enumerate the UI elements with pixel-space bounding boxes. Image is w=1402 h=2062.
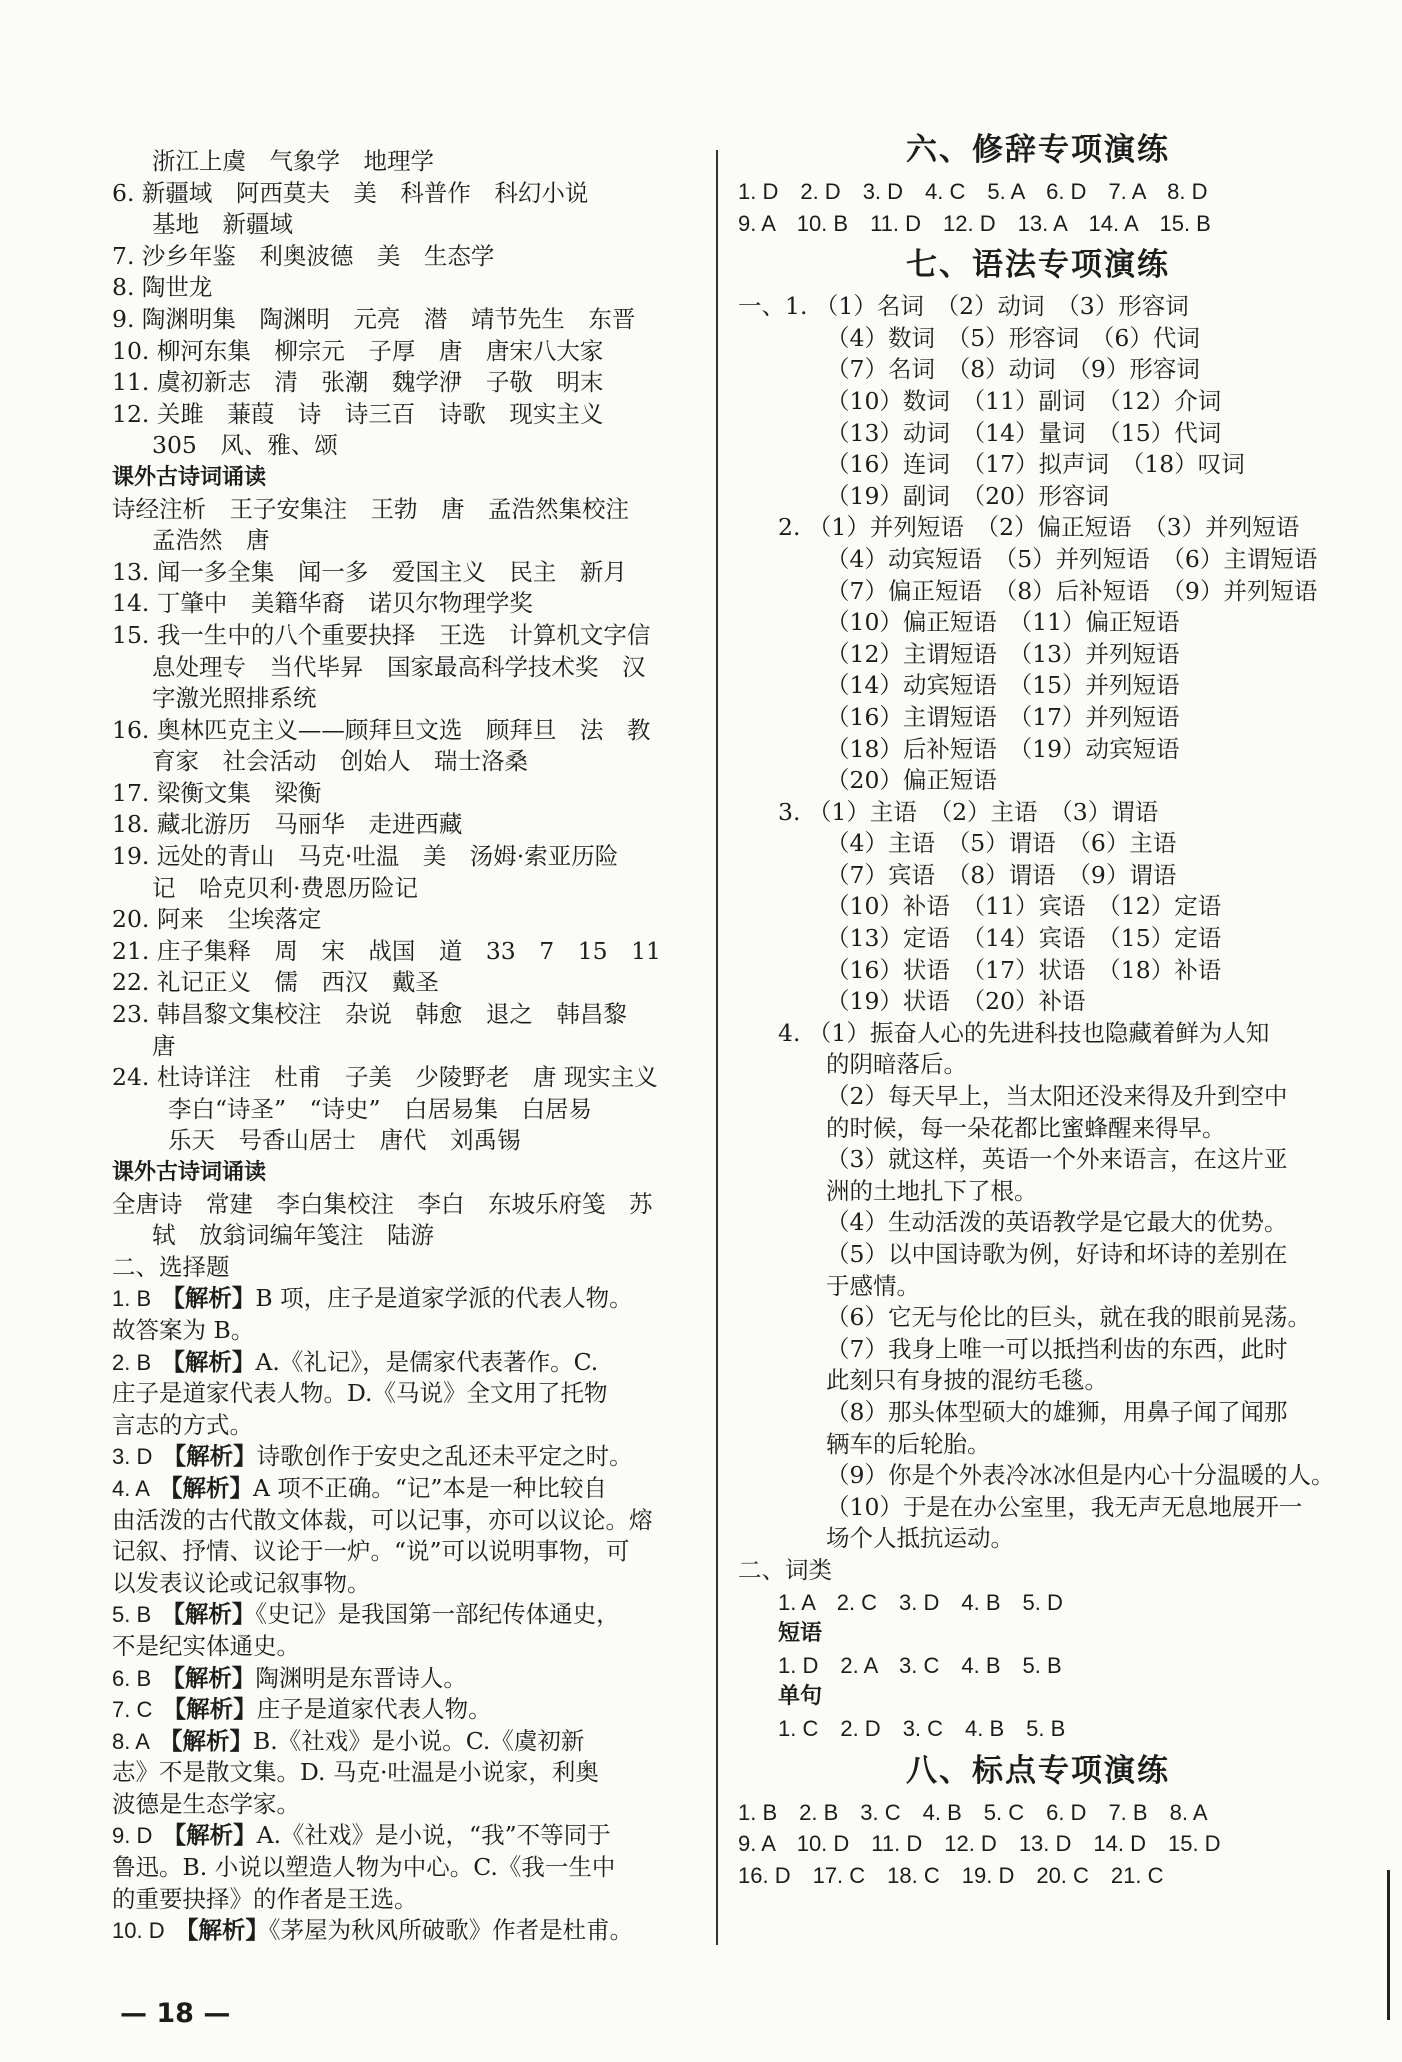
grammar-line: （16）主谓短语 （17）并列短语 [826, 702, 1180, 731]
section-title-punctuation: 八、标点专项演练 [906, 1752, 1170, 1789]
analysis-tag: 【解析】 [173, 1663, 256, 1692]
analysis-text: 《茅屋为秋风所破歌》作者是杜甫。 [268, 1916, 634, 1945]
choice-number: 3. D [112, 1444, 175, 1470]
grammar-line: （6）它无与伦比的巨头，就在我的眼前晃荡。 [826, 1303, 1311, 1332]
answer-line: 7. 沙乡年鉴 利奥波德 美 生态学 [112, 241, 495, 270]
grammar-line: （7）宾语 （8）谓语 （9）谓语 [826, 860, 1177, 889]
left-column [112, 146, 712, 1947]
literature-answers-mid [112, 494, 712, 1157]
analysis-continuation: 的重要抉择》的作者是王选。 [112, 1884, 418, 1913]
analysis-text: 诗歌创作于安史之乱还未平定之时。 [256, 1442, 633, 1471]
duanyu-label: 短语 [778, 1621, 823, 1647]
reading-section-title-2: 课外古诗词诵读 [112, 1160, 267, 1185]
choice-item [112, 1599, 712, 1631]
part2-heading: 二、词类 [738, 1555, 832, 1584]
literature-answers-after [112, 1189, 712, 1252]
analysis-continuation: 记叙、抒情、议论于一炉。“说”可以说明事物，可 [112, 1537, 630, 1566]
section-title-rhetoric: 六、修辞专项演练 [906, 132, 1170, 168]
choice-item [112, 1726, 712, 1758]
answer-line: 12. 关雎 蒹葭 诗 诗三百 诗歌 现实主义 [112, 399, 604, 428]
grammar-line: （4）生动活泼的英语教学是它最大的优势。 [826, 1208, 1288, 1237]
answer-line: 轼 放翁词编年笺注 陆游 [152, 1221, 434, 1250]
answer-line: 23. 韩昌黎文集校注 杂说 韩愈 退之 韩昌黎 [112, 1000, 627, 1029]
grammar-line: （9）你是个外表冷冰冰但是内心十分温暖的人。 [826, 1461, 1335, 1490]
grammar-answers [738, 291, 1338, 1555]
grammar-line: （4）动宾短语 （5）并列短语 （6）主谓短语 [826, 544, 1318, 573]
answer-line: 17. 梁衡文集 梁衡 [112, 778, 322, 807]
grammar-line: （10）偏正短语 （11）偏正短语 [826, 608, 1180, 637]
analysis-continuation: 以发表议论或记叙事物。 [112, 1568, 371, 1597]
grammar-line: （7）名词 （8）动词 （9）形容词 [826, 355, 1200, 384]
choice-number: 1. B [112, 1286, 174, 1312]
danju-answers: 1. C 2. D 3. C 4. B 5. B [778, 1715, 1066, 1741]
right-column [738, 132, 1338, 1891]
rhetoric-answer-line: 9. A 10. B 11. D 12. D 13. A 14. A 15. B [738, 210, 1211, 236]
grammar-line: （4）主语 （5）谓语 （6）主语 [826, 829, 1177, 858]
choice-number: 10. D [112, 1918, 187, 1944]
answer-line: 记 哈克贝利·费恩历险记 [152, 873, 418, 902]
analysis-tag: 【解析】 [174, 1442, 257, 1471]
analysis-tag: 【解析】 [170, 1473, 253, 1502]
punctuation-answer-line: 9. A 10. D 11. D 12. D 13. D 14. D 15. D [738, 1831, 1221, 1857]
rhetoric-answer-line: 1. D 2. D 3. D 4. C 5. A 6. D 7. A 8. D [738, 179, 1208, 204]
answer-line: 305 风、雅、颂 [152, 431, 338, 460]
page-number: — 18 — [120, 1998, 231, 2029]
grammar-line: （19）副词 （20）形容词 [826, 481, 1110, 510]
analysis-text: 陶渊明是东晋诗人。 [255, 1663, 467, 1692]
grammar-line: （4）数词 （5）形容词 （6）代词 [826, 323, 1200, 352]
analysis-tag: 【解析】 [173, 1600, 256, 1629]
choice-number: 2. B [112, 1349, 174, 1375]
section-title-grammar: 七、语法专项演练 [906, 247, 1170, 284]
analysis-tag: 【解析】 [170, 1726, 253, 1755]
danju-label: 单句 [778, 1684, 823, 1710]
analysis-text: A 项不正确。“记”本是一种比较自 [252, 1473, 607, 1502]
grammar-line: 辆车的后轮胎。 [826, 1429, 991, 1458]
answer-line: 基地 新疆域 [152, 210, 293, 239]
grammar-line: （13）动词 （14）量词 （15）代词 [826, 418, 1222, 447]
analysis-text: A.《礼记》，是儒家代表著作。C. [255, 1347, 599, 1376]
answer-line: 6. 新疆域 阿西莫夫 美 科普作 科幻小说 [112, 178, 589, 207]
choice-number: 5. B [112, 1602, 174, 1628]
analysis-continuation: 志》不是散文集。D. 马克·吐温是小说家，利奥 [112, 1758, 599, 1787]
grammar-line: （8）那头体型硕大的雄狮，用鼻子闻了闻那 [826, 1397, 1288, 1426]
analysis-tag: 【解析】 [174, 1695, 257, 1724]
analysis-continuation: 故答案为 B。 [112, 1315, 255, 1344]
analysis-tag: 【解析】 [173, 1284, 256, 1313]
duanyu-answers: 1. D 2. A 3. C 4. B 5. B [778, 1652, 1062, 1678]
answer-line: 16. 奥林匹克主义——顾拜旦文选 顾拜旦 法 教 [112, 715, 651, 744]
grammar-line: （10）于是在办公室里，我无声无息地展开一 [826, 1492, 1303, 1521]
answer-line: 全唐诗 常建 李白集校注 李白 东坡乐府笺 苏 [112, 1189, 653, 1218]
answer-line: 18. 藏北游历 马丽华 走进西藏 [112, 810, 463, 839]
analysis-continuation: 鲁迅。B. 小说以塑造人物为中心。C.《我一生中 [112, 1853, 616, 1882]
answer-line: 浙江上虞 气象学 地理学 [152, 147, 434, 175]
grammar-line: （16）状语 （17）状语 （18）补语 [826, 955, 1222, 984]
choice-item [112, 1441, 712, 1473]
punctuation-answer-line: 16. D 17. C 18. C 19. D 20. C 21. C [738, 1862, 1164, 1888]
analysis-continuation: 波德是生态学家。 [112, 1789, 300, 1818]
rhetoric-answers [738, 176, 1338, 239]
answer-line: 10. 柳河东集 柳宗元 子厚 唐 唐宋八大家 [112, 336, 604, 365]
analysis-continuation: 由活泼的古代散文体裁，可以记事，亦可以议论。熔 [112, 1505, 653, 1534]
grammar-line: （16）连词 （17）拟声词 （18）叹词 [826, 450, 1245, 479]
answer-line: 息处理专 当代毕昇 国家最高科学技术奖 汉 [152, 652, 646, 681]
choice-item [112, 1694, 712, 1726]
grammar-line: （20）偏正短语 [826, 766, 997, 795]
literature-answers-top [112, 146, 712, 462]
analysis-text: A.《社戏》是小说，“我”不等同于 [256, 1821, 611, 1850]
analysis-text: 《史记》是我国第一部纪传体通史， [255, 1600, 620, 1629]
grammar-line: （13）定语 （14）宾语 （15）定语 [826, 924, 1222, 953]
grammar-line: 一、1. （1）名词 （2）动词 （3）形容词 [738, 292, 1189, 321]
reading-section-title-1: 课外古诗词诵读 [112, 464, 267, 490]
answer-line: 字激光照排系统 [152, 684, 317, 713]
answer-line: 19. 远处的青山 马克·吐温 美 汤姆·索亚历险 [112, 842, 619, 871]
choice-number: 7. C [112, 1697, 175, 1723]
grammar-line: 于感情。 [826, 1271, 920, 1300]
answer-line: 15. 我一生中的八个重要抉择 王选 计算机文字信 [112, 620, 651, 649]
analysis-continuation: 庄子是道家代表人物。D.《马说》全文用了托物 [112, 1379, 608, 1408]
answer-line: 11. 虞初新志 清 张潮 魏学洢 子敬 明末 [112, 368, 604, 397]
choice-item [112, 1915, 712, 1947]
answer-line: 诗经注析 王子安集注 王勃 唐 孟浩然集校注 [112, 494, 629, 523]
grammar-line: （2）每天早上，当太阳还没来得及升到空中 [826, 1082, 1288, 1111]
grammar-line: 4. （1）振奋人心的先进科技也隐藏着鲜为人知 [778, 1018, 1270, 1047]
grammar-line: （19）状语 （20）补语 [826, 987, 1086, 1016]
analysis-tag: 【解析】 [174, 1821, 257, 1850]
answer-line: 8. 陶世龙 [112, 273, 213, 302]
choice-number: 8. A [112, 1728, 171, 1754]
choice-item [112, 1663, 712, 1695]
ci-lei-answers: 1. A 2. C 3. D 4. B 5. D [778, 1589, 1063, 1615]
answer-line: 22. 礼记正义 儒 西汉 戴圣 [112, 968, 439, 997]
grammar-line: （5）以中国诗歌为例，好诗和坏诗的差别在 [826, 1240, 1288, 1268]
grammar-line: （14）动宾短语 （15）并列短语 [826, 671, 1180, 700]
grammar-line: 的阴暗落后。 [826, 1050, 967, 1079]
answer-line: 李白“诗圣” “诗史” 白居易集 白居易 [168, 1094, 593, 1123]
answer-line: 唐 [152, 1031, 176, 1060]
column-divider [716, 150, 718, 1945]
grammar-line: （3）就这样，英语一个外来语言，在这片亚 [826, 1145, 1288, 1174]
choice-item [112, 1283, 712, 1315]
choice-number: 9. D [112, 1823, 175, 1849]
answer-line: 24. 杜诗详注 杜甫 子美 少陵野老 唐 现实主义 [112, 1063, 658, 1092]
grammar-line: 此刻只有身披的混纺毛毯。 [826, 1366, 1108, 1395]
answer-line: 乐天 号香山居士 唐代 刘禹锡 [168, 1126, 521, 1155]
choice-heading: 二、选择题 [112, 1252, 230, 1281]
punctuation-answer-line: 1. B 2. B 3. C 4. B 5. C 6. D 7. B 8. A [738, 1799, 1208, 1825]
analysis-continuation: 不是纪实体通史。 [112, 1631, 300, 1660]
grammar-line: 洲的土地扎下了根。 [826, 1176, 1038, 1205]
answer-line: 育家 社会活动 创始人 瑞士洛桑 [152, 747, 528, 776]
choice-item [112, 1473, 712, 1505]
analysis-tag: 【解析】 [173, 1347, 256, 1376]
analysis-text: B.《社戏》是小说。C.《虞初新 [252, 1726, 585, 1755]
page-edge-mark [1387, 1870, 1390, 2020]
grammar-line: 场个人抵抗运动。 [826, 1524, 1014, 1553]
choice-item [112, 1347, 712, 1379]
answer-line: 14. 丁肇中 美籍华裔 诺贝尔物理学奖 [112, 589, 533, 618]
grammar-line: 3. （1）主语 （2）主语 （3）谓语 [778, 797, 1159, 826]
choice-number: 4. A [112, 1475, 171, 1501]
answer-line: 20. 阿来 尘埃落定 [112, 905, 322, 934]
grammar-line: （12）主谓短语 （13）并列短语 [826, 639, 1180, 668]
choice-number: 6. B [112, 1665, 174, 1691]
grammar-line: 的时候，每一朵花都比蜜蜂醒来得早。 [826, 1113, 1226, 1142]
analysis-continuation: 言志的方式。 [112, 1410, 253, 1439]
punctuation-answers [738, 1797, 1338, 1892]
grammar-line: （7）偏正短语 （8）后补短语 （9）并列短语 [826, 576, 1318, 605]
grammar-line: 2. （1）并列短语 （2）偏正短语 （3）并列短语 [778, 513, 1300, 542]
analysis-text: B 项，庄子是道家学派的代表人物。 [255, 1284, 633, 1313]
grammar-line: （10）补语 （11）宾语 （12）定语 [826, 892, 1222, 921]
choice-item [112, 1820, 712, 1852]
grammar-line: （7）我身上唯一可以抵挡利齿的东西，此时 [826, 1334, 1288, 1363]
answer-line: 21. 庄子集释 周 宋 战国 道 33 7 15 11 [112, 936, 662, 965]
answer-line: 13. 闻一多全集 闻一多 爱国主义 民主 新月 [112, 557, 627, 586]
grammar-line: （18）后补短语 （19）动宾短语 [826, 734, 1180, 763]
answer-line: 孟浩然 唐 [152, 526, 270, 555]
choice-answer-list [112, 1283, 712, 1946]
grammar-line: （10）数词 （11）副词 （12）介词 [826, 386, 1222, 415]
answer-line: 9. 陶渊明集 陶渊明 元亮 潜 靖节先生 东晋 [112, 304, 636, 333]
analysis-text: 庄子是道家代表人物。 [256, 1695, 492, 1724]
analysis-tag: 【解析】 [186, 1916, 269, 1945]
